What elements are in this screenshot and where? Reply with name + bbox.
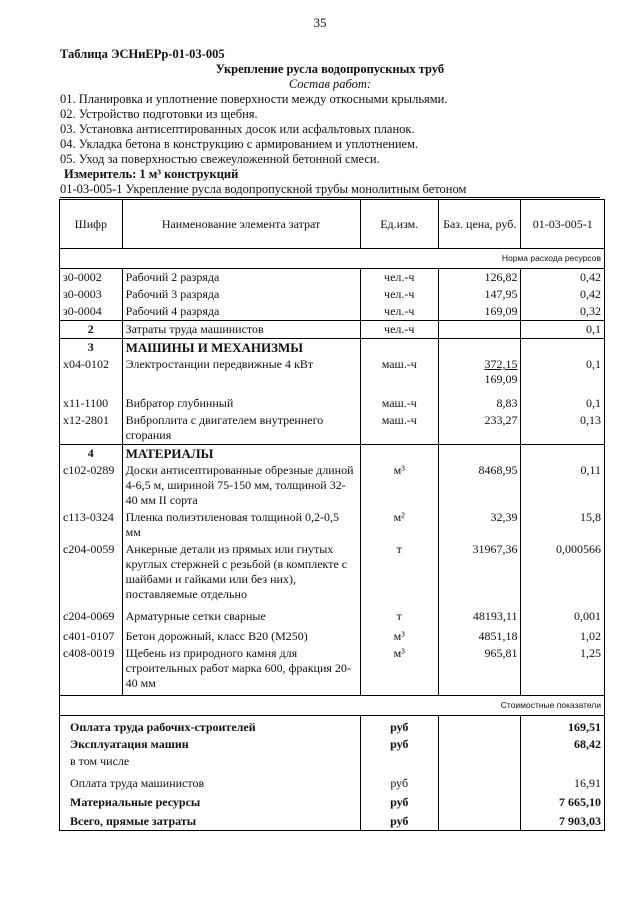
table-row <box>60 356 605 388</box>
row-norm: 0,11 <box>521 462 605 509</box>
header-price: Баз. цена, руб. <box>438 200 521 249</box>
row-code: с204-0069 <box>60 603 123 625</box>
row-norm: 0,42 <box>521 286 605 303</box>
row-unit: чел.-ч <box>360 269 438 287</box>
row-name: Рабочий 2 разряда <box>122 269 360 287</box>
row-price: 48193,11 <box>438 603 521 625</box>
row-norm: 0,1 <box>521 388 605 412</box>
row-name: Доски антисептированные обрезные длиной 4-6,5 м, шириной 75-150 мм, толщиной 32-40 мм II сорта <box>122 462 360 509</box>
table-row <box>60 603 605 625</box>
section-row-machines <box>60 339 605 357</box>
work-item: 03. Установка антисептированных досок или асфальтовых планок. <box>60 122 415 136</box>
row-norm: 0,1 <box>521 356 605 388</box>
total-unit: руб <box>360 716 438 737</box>
row-name: Бетон дорожный, класс В20 (М250) <box>122 625 360 645</box>
row-unit: т <box>360 541 438 603</box>
price-value-secondary: 169,09 <box>484 372 518 386</box>
row-norm: 15,8 <box>521 509 605 541</box>
row-price: 32,39 <box>438 509 521 541</box>
header-unit: Ед.изм. <box>360 200 438 249</box>
row-norm: 1,25 <box>521 645 605 696</box>
total-value: 7 903,03 <box>521 811 605 831</box>
row-code: з0-0002 <box>60 269 123 287</box>
table-row <box>60 412 605 445</box>
total-row <box>60 716 605 737</box>
row-price: 233,27 <box>438 412 521 445</box>
row-price <box>438 321 521 339</box>
row-code: 2 <box>60 321 123 339</box>
row-price: 147,95 <box>438 286 521 303</box>
work-item: 04. Укладка бетона в конструкцию с армированием и уплотнением. <box>60 137 419 151</box>
total-unit: руб <box>360 811 438 831</box>
table-row <box>60 269 605 287</box>
section-code: 3 <box>60 339 123 357</box>
total-row <box>60 770 605 792</box>
row-norm: 0,42 <box>521 269 605 287</box>
total-unit: руб <box>360 792 438 811</box>
row-name: Вибратор глубинный <box>122 388 360 412</box>
row-unit: м² <box>360 509 438 541</box>
row-price: 169,09 <box>438 303 521 321</box>
table-row <box>60 625 605 645</box>
row-norm: 0,1 <box>521 321 605 339</box>
row-unit: чел.-ч <box>360 321 438 339</box>
caption-norm: Норма расхода ресурсов <box>60 249 605 269</box>
document-header <box>60 47 600 198</box>
total-row <box>60 736 605 753</box>
row-unit: чел.-ч <box>360 286 438 303</box>
row-norm: 1,02 <box>521 625 605 645</box>
row-unit: м³ <box>360 462 438 509</box>
row-code: з0-0004 <box>60 303 123 321</box>
table-row <box>60 541 605 603</box>
total-name: в том числе <box>60 753 361 770</box>
table-heading: Укрепление русла водопропускных труб <box>215 62 445 76</box>
header-name: Наименование элемента затрат <box>122 200 360 249</box>
row-price <box>438 356 521 388</box>
work-item: 05. Уход за поверхностью свежеуложенной бетонной смеси. <box>60 152 380 166</box>
row-code: з0-0003 <box>60 286 123 303</box>
header-norm: 01-03-005-1 <box>521 200 605 249</box>
total-name: Оплата труда машинистов <box>60 770 361 792</box>
section-code: 4 <box>60 445 123 463</box>
section-row-materials <box>60 445 605 463</box>
table-row <box>60 462 605 509</box>
row-name: Рабочий 4 разряда <box>122 303 360 321</box>
row-name: Электростанции передвижные 4 кВт <box>122 356 360 388</box>
row-norm: 0,001 <box>521 603 605 625</box>
row-price: 8,83 <box>438 388 521 412</box>
table-row <box>60 509 605 541</box>
row-name: Затраты труда машинистов <box>122 321 360 339</box>
row-name: Анкерные детали из прямых или гнутых круглых стержней с резьбой (в комплекте с шайбами и гайками или без них), поставляемые отдельно <box>122 541 360 603</box>
total-value: 16,91 <box>521 770 605 792</box>
row-name: Арматурные сетки сварные <box>122 603 360 625</box>
row-name: Пленка полиэтиленовая толщиной 0,2-0,5 мм <box>122 509 360 541</box>
row-name: Щебень из природного камня для строительных работ марка 600, фракция 20-40 мм <box>122 645 360 696</box>
work-item: 01. Планировка и уплотнение поверхности между откосными крыльями. <box>60 92 448 106</box>
caption-row <box>60 249 605 269</box>
row-code: с401-0107 <box>60 625 123 645</box>
table-header-row <box>60 200 605 249</box>
row-code: с102-0289 <box>60 462 123 509</box>
price-value: 372,15 <box>484 357 518 371</box>
row-price: 126,82 <box>438 269 521 287</box>
row-norm: 0,13 <box>521 412 605 445</box>
row-unit: т <box>360 603 438 625</box>
section-title: МАШИНЫ И МЕХАНИЗМЫ <box>122 339 360 357</box>
table-row <box>60 303 605 321</box>
row-price: 965,81 <box>438 645 521 696</box>
page-number: 35 <box>313 15 327 30</box>
total-value: 68,42 <box>521 736 605 753</box>
total-name: Всего, прямые затраты <box>60 811 361 831</box>
total-unit: руб <box>360 736 438 753</box>
row-code: с113-0324 <box>60 509 123 541</box>
row-norm: 0,32 <box>521 303 605 321</box>
row-name: Рабочий 3 разряда <box>122 286 360 303</box>
row-name: Виброплита с двигателем внутреннего сгорания <box>122 412 360 445</box>
table-row <box>60 286 605 303</box>
row-code: х12-2801 <box>60 412 123 445</box>
total-row <box>60 753 605 770</box>
row-code: х11-1100 <box>60 388 123 412</box>
caption-cost: Стоимостные показатели <box>60 696 605 716</box>
total-name: Оплата труда рабочих-строителей <box>60 716 361 737</box>
table-subtitle: 01-03-005-1 Укрепление русла водопропускной трубы монолитным бетоном <box>60 182 600 198</box>
table-title: Таблица ЭСНиЕРр-01-03-005 <box>60 47 225 61</box>
row-norm: 0,000566 <box>521 541 605 603</box>
row-unit: чел.-ч <box>360 303 438 321</box>
table-row <box>60 388 605 412</box>
row-unit: м³ <box>360 625 438 645</box>
header-code: Шифр <box>60 200 123 249</box>
row-code: с204-0059 <box>60 541 123 603</box>
row-unit: маш.-ч <box>360 356 438 388</box>
row-price: 31967,36 <box>438 541 521 603</box>
row-unit: маш.-ч <box>360 388 438 412</box>
section-title: МАТЕРИАЛЫ <box>122 445 360 463</box>
row-unit: м³ <box>360 645 438 696</box>
total-unit: руб <box>360 770 438 792</box>
total-row <box>60 811 605 831</box>
resource-table <box>59 199 605 831</box>
caption-row <box>60 696 605 716</box>
total-value: 7 665,10 <box>521 792 605 811</box>
total-name: Эксплуатация машин <box>60 736 361 753</box>
total-name: Материальные ресурсы <box>60 792 361 811</box>
measure-unit: Измеритель: 1 м³ конструкций <box>64 167 239 181</box>
works-header: Состав работ: <box>288 77 372 91</box>
total-row <box>60 792 605 811</box>
row-code: х04-0102 <box>60 356 123 388</box>
row-unit: маш.-ч <box>360 412 438 445</box>
row-code: с408-0019 <box>60 645 123 696</box>
row-price: 4851,18 <box>438 625 521 645</box>
row-price: 8468,95 <box>438 462 521 509</box>
operators-row <box>60 321 605 339</box>
table-row <box>60 645 605 696</box>
work-item: 02. Устройство подготовки из щебня. <box>60 107 258 121</box>
total-value: 169,51 <box>521 716 605 737</box>
